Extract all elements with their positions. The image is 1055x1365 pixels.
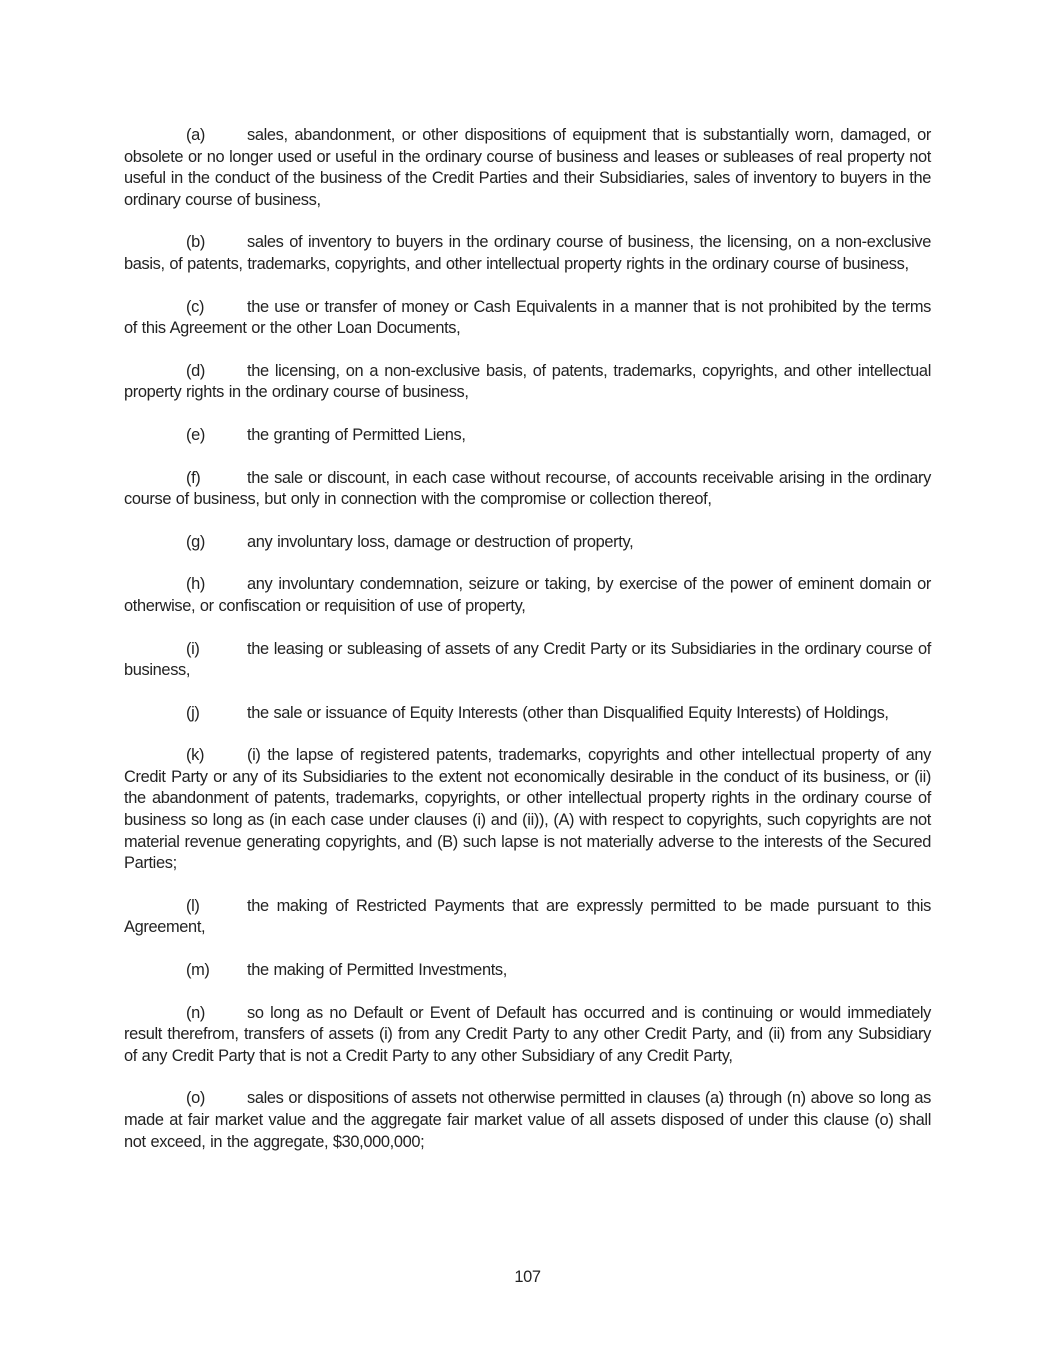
- clause-e: [124, 425, 931, 447]
- clause-label: (h): [186, 575, 205, 594]
- clause-text: the sale or issuance of Equity Interests (other than Disqualified Equity Interests) of Holdings,: [247, 703, 889, 722]
- clause-text: sales of inventory to buyers in the ordinary course of business, the licensing, on a non-exclusive basis, of patents, trademarks, copyrights, and other intellectual property rights in the ordinary course of business,: [124, 233, 931, 273]
- clause-o: [124, 1088, 931, 1153]
- clause-k: [124, 745, 931, 875]
- clause-text: (i) the lapse of registered patents, trademarks, copyrights and other intellectual property of any Credit Party or any of its Subsidiaries to the extent not economically desirable in the conduct of its business, or (ii) the abandonment of patents, trademarks, copyrights, or other intellectual property rights in the ordinary course of business so long as (in each case under clauses (i) and (ii)), (A) with respect to copyrights, such copyrights are not material revenue generating copyrights, and (B) such lapse is not materially adverse to the interests of the Secured Parties;: [124, 746, 931, 873]
- clause-label: (i): [186, 639, 200, 658]
- clause-label: (o): [186, 1089, 205, 1108]
- clause-label: (g): [186, 532, 205, 551]
- clause-a: [124, 125, 931, 211]
- clause-j: [124, 703, 931, 725]
- clause-b: [124, 232, 931, 275]
- clause-text: the licensing, on a non-exclusive basis, of patents, trademarks, copyrights, and other intellectual property rights in the ordinary course of business,: [124, 361, 931, 402]
- clause-label: (k): [186, 746, 205, 765]
- clause-text: the making of Restricted Payments that are expressly permitted to be made pursuant to this Agreement,: [124, 896, 931, 937]
- clause-f: [124, 468, 931, 511]
- clause-text: the granting of Permitted Liens,: [247, 425, 466, 444]
- clause-text: the use or transfer of money or Cash Equivalents in a manner that is not prohibited by the terms of this Agreement or the other Loan Documents,: [124, 297, 931, 338]
- clause-l: [124, 896, 931, 939]
- clause-text: sales or dispositions of assets not otherwise permitted in clauses (a) through (n) above so long as made at fair market value and the aggregate fair market value of all assets disposed of under this clause (o) shall not exceed, in the aggregate, $30,000,000;: [124, 1089, 931, 1151]
- clause-label: (c): [186, 297, 205, 316]
- clause-text: so long as no Default or Event of Default has occurred and is continuing or would immediately result therefrom, transfers of assets (i) from any Credit Party to any other Credit Party, and (ii) from any Subsidiary of any Credit Party that is not a Credit Party to any other Subsidiary of any Credit Party,: [124, 1003, 931, 1065]
- clause-h: [124, 574, 931, 617]
- clause-label: (f): [186, 468, 201, 487]
- document-body: [124, 125, 931, 1174]
- clause-g: [124, 532, 931, 554]
- clause-d: [124, 361, 931, 404]
- clause-label: (b): [186, 233, 205, 252]
- clause-c: [124, 297, 931, 340]
- clause-i: [124, 639, 931, 682]
- clause-text: the making of Permitted Investments,: [247, 961, 507, 980]
- page-number: 107: [514, 1268, 541, 1286]
- clause-text: the sale or discount, in each case without recourse, of accounts receivable arising in the ordinary course of business, but only in connection with the compromise or collection thereof,: [124, 468, 931, 509]
- clause-label: (a): [186, 126, 205, 144]
- clause-label: (e): [186, 425, 205, 444]
- clause-n: [124, 1003, 931, 1068]
- clause-text: any involuntary loss, damage or destruction of property,: [247, 532, 634, 551]
- clause-label: (d): [186, 361, 205, 380]
- clause-text: any involuntary condemnation, seizure or taking, by exercise of the power of eminent domain or otherwise, or confiscation or requisition of use of property,: [124, 575, 931, 615]
- clause-m: [124, 960, 931, 982]
- clause-label: (l): [186, 896, 200, 915]
- clause-label: (n): [186, 1003, 205, 1022]
- clause-text: sales, abandonment, or other dispositions of equipment that is substantially worn, damaged, or obsolete or no longer used or useful in the ordinary course of business and leases or subleases of real property not useful in the conduct of the business of the Credit Parties and their Subsidiaries, sales of inventory to buyers in the ordinary course of business,: [124, 126, 931, 209]
- clause-text: the leasing or subleasing of assets of any Credit Party or its Subsidiaries in the ordinary course of business,: [124, 639, 931, 680]
- clause-label: (j): [186, 703, 200, 722]
- clause-label: (m): [186, 961, 210, 980]
